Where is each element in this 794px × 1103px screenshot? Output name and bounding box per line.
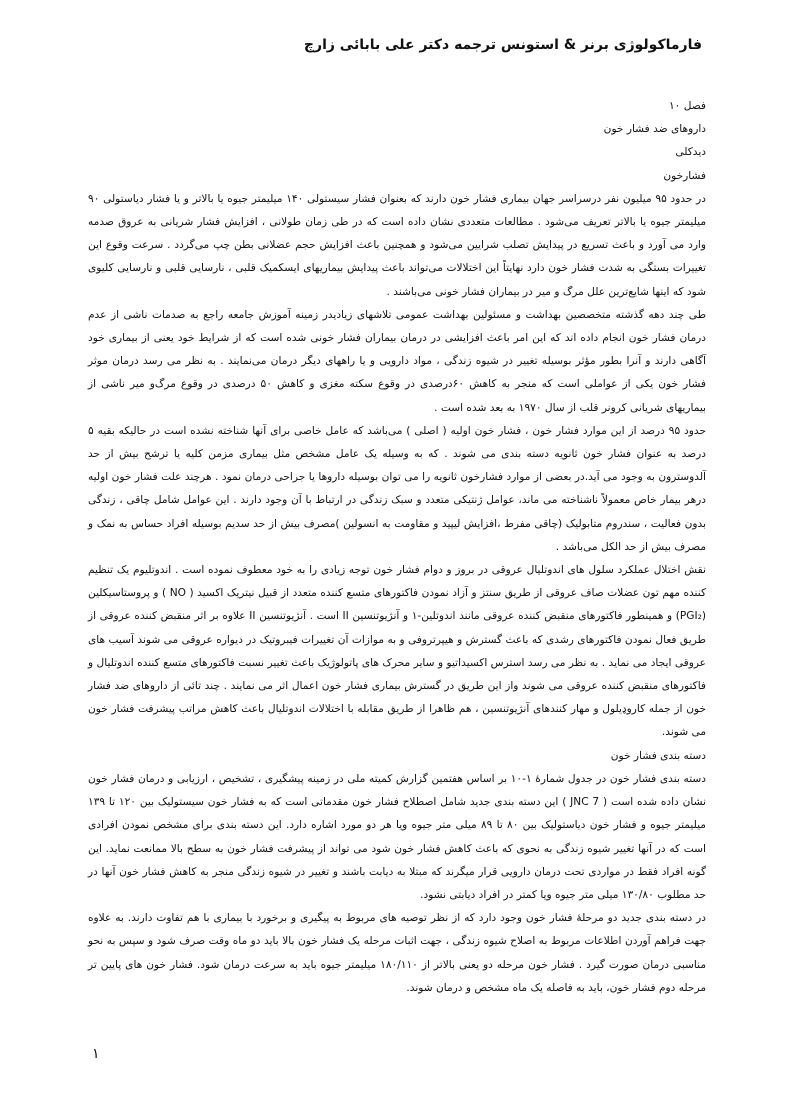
page-number: ۱ (92, 1046, 100, 1062)
running-header: فارماکولوژی برنر & استونس ترجمه دکتر علی بابائی زارچ (303, 37, 702, 53)
section-heading: فشارخون (663, 169, 706, 182)
paragraph: طی چند دهه گذشته متخصصین بهداشت و مسئولین بهداشت عمومی تلاشهای زیادیدر زمینه آموزش جامعه راجع به صدمات ناشی از عدم درمان فشار خون انجام داده اند که این امر باعث افزایشی در درمان بیماران فشار خونی شده است که از شرایط خود یعنی از بیماری خود آگاهی دارند و آنرا بطور مؤثر بوسیله تغییر در شیوه زندگی ، مواد دارویی و یا راههای دیگر درمان می‌نمایند . به نظر می رسد درمان موثر فشار خون یکی از عواملی است که منجر به کاهش ۶۰درصدی در وقوع سکته مغزی و کاهش ۵۰ درصدی در وقوع مرگ‌و میر ناشی از بیماریهای شریانی کرونر قلب از سال ۱۹۷۰ به بعد شده است . (88, 308, 706, 414)
paragraph: دسته بندی فشار خون در جدول شمارۀ ۱-۱۰ بر اساس هفتمین گزارش کمیته ملی در زمینه پیشگیری ، تشخیص ، ارزیابی و درمان فشار خون نشان داده شده است ( JNC 7 ) این دسته بندی جدید شامل اصطلاح فشار خون مقدماتی است که به فشار خون سیستولیک بین ۱۲۰ تا ۱۳۹ میلیمتر جیوه و فشار خون دیاستولیک بین ۸۰ تا ۸۹ میلی متر جیوه ویا هر دو مورد اشاره دارد. این دسته بندی برای مشخص نمودن افرادی است که در آنها تغییر شیوه زندگی به نحوی که باعث کاهش فشار خون شود می تواند از پیشرفت فشار خون به سطح بالا ممانعت نماید. این گونه افراد فقط در مواردی تحت درمان دارویی قرار میگرند که مبتلا به دیابت باشند و تغییر در شیوه زندگی منجر به کاهش فشار خون آنها در حد مطلوب ۱۳۰/۸۰ میلی متر جیوه ویا کمتر در افراد دیابتی نشود. (88, 772, 707, 901)
classification-heading: دسته بندی فشار خون (610, 749, 706, 762)
paragraph: حدود ۹۵ درصد از این موارد فشار خون ، فشار خون اولیه ( اصلی ) می‌باشد که عامل خاصی برای آنها شناخته نشده است در حالیکه بقیه ۵ درصد به عنوان فشار خون ثانویه دسته بندی می شوند . که به وسیله یک عامل مشخص مثل بیماری مزمن کلیه یا ترشح بیش از حد آلدوسترون به وجود می آید.در بعضی از موارد فشارخون ثانویه را می توان بوسیله داروها یا جراحی درمان نمود . هرچند علت فشار خون اولیه درهر بیمار خاص معمولاً ناشناخته می ماند، عوامل ژنتیکی متعدد و سبک زندگی در ارتباط با آن وجود دارند . این عوامل شامل چاقی ، زندگی بدون فعالیت ، سندروم متابولیک (چاقی مفرط ،افزایش لیپید و مقاومت به انسولین )مصرف بیش از حد سدیم بوسیله افراد حساس به نمک و مصرف بیش از حد الکل می‌باشد . (88, 424, 706, 553)
paragraph: در دسته بندی جدید دو مرحلۀ فشار خون وجود دارد که از نظر توصیه های مربوط به پیگیری و برخورد با بیماری با هم تفاوت دارند. به علاوه جهت فراهم آوردن اطلاعات مربوط به اصلاح شیوه زندگی ، جهت اثبات مرحله یک فشار خون بالا باید دو ماه وقت صرف شود و سپس به نحو مناسبی درمان صورت گیرد . فشار خون مرحله دو یعنی بالاتر از ۱۸۰/۱۱۰ میلیمتر جیوه باید به سرعت درمان شود. فشار خون های پایین تر مرحله دوم فشار خون، باید به فاصله یک ماه مشخص و درمان شوند. (88, 912, 707, 994)
chapter-number: فصل ۱۰ (668, 100, 706, 112)
document-body (88, 95, 706, 1000)
chapter-title: داروهای ضد فشار خون (603, 123, 706, 136)
overview-heading: دیدکلی (675, 146, 706, 159)
paragraph: در حدود ۹۵ میلیون نفر درسراسر جهان بیماری فشار خون دارند که بعنوان فشار سیستولی ۱۴۰ میلیمتر جیوه یا بالاتر و یا فشار دیاستولی ۹۰ میلیمتر جیوه یا بالاتر تعریف می‌شود . مطالعات متعددی نشان داده است که در طی زمان طولانی ، افزایش فشار شریانی به عروق صدمه وارد می آورد و باعث تسریع در پیدایش تصلب شرایین می‌شود و همچنین باعث افزایش حجم عضلانی بطن چپ می‌گردد . سرعت وقوع این تغییرات بستگی به شدت فشار خون دارد نهایتاً این اختلالات می‌تواند باعث پیدایش بیماریهای ایسکمیک قلبی ، نارسایی قلبی و نارسایی کلیوی شود که اینها شایع‌ترین علل مرگ و میر در بیماران فشار خونی می‌باشند . (88, 192, 706, 298)
paragraph: نقش اختلال عملکرد سلول های اندوتلیال عروقی در بروز و دوام فشار خون توجه زیادی را به خود معطوف نموده است . اندوتلیوم یک تنظیم کننده مهم تون عضلات صاف عروقی از طریق سنتز و آزاد نمودن فاکتورهای متسع کننده متعدد از قبیل نیتریک اکسید ( NO ) و پروستاسیکلین (PGI₂) و همینطور فاکتورهای منقبض کننده عروقی مانند اندوتلین-۱ و آنژیوتنسین II است . آنژیوتنسین II علاوه بر اثر منقبض کننده عروقی از طریق فعال نمودن فاکتورهای رشدی که باعث گسترش و هیپرتروفی و به موازات آن تغییرات فیبروتیک در دیواره عروقی می شوند آسیب های عروقی ایجاد می نماید . به نظر می رسد استرس اکسیداتیو و سایر محرک های پاتولوژیک باعث تغییر نسبت فاکتورهای متسع کننده اندوتلیال و فاکتورهای منقبض کننده عروقی می شوند واز این طریق در گسترش بیماری فشار خون اعمال اثر می نمایند . چند تائی از داروهای ضد فشار خون از جمله کاروډیلول و مهار کنندهای آنژیوتنسین ، هم ظاهرا از طریق مقابله با اختلالات اندوتلیال باعث کاهش مراتب پیشرفت فشار خون می شوند. (88, 564, 707, 739)
